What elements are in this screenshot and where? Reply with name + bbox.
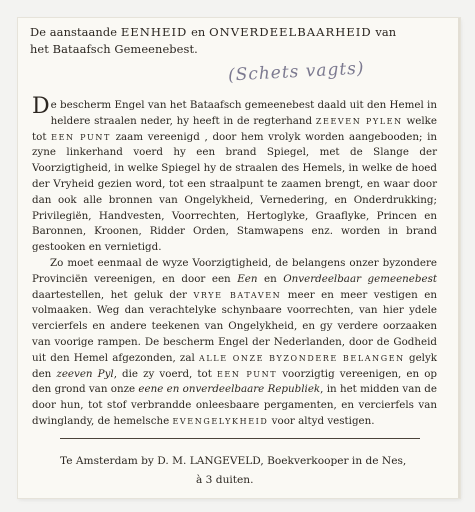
p2-text-4: meer en meer vestigen en volmaaken. Weg dan verachtelyke schynbaare voorrechten, van hier ydele vercierfels en andere teekenen van Ongelykheid, en gy verdere oorzaaken van voorige rampen. De bescherm Engel der Nederlanden, door de Godheid uit den Hemel afgezonden, zal — [32, 288, 437, 364]
p2-italic-4: eene en onverdeelbaare Republiek — [138, 383, 321, 396]
title-line2: het Bataafsch Gemeenebest. — [30, 42, 198, 56]
imprint-text-1: Te Amsterdam by D. M. — [60, 455, 190, 467]
p2-italic-3: zeeven Pyl — [56, 367, 114, 380]
p1-text-1: e bescherm Engel van het Bataafsch gemeenebest daald uit den Hemel in heldere straalen neder, hy heeft in de regterhand — [50, 99, 437, 127]
p2-text-2: en — [257, 272, 284, 285]
title-part1: De aanstaande — [30, 25, 121, 39]
document-body — [32, 94, 438, 430]
p1-spaced-2: EEN PUNT — [51, 132, 111, 142]
title-onverdeelbaarheid: ONVERDEELBAARHEID — [209, 25, 372, 39]
handwritten-note: (Schets vagts) — [227, 58, 366, 86]
p2-text-1: Zo moet eenmaal de wyze Voorzigtigheid, de belangens onzer byzondere Provinciën vereenigen, en door een — [32, 256, 437, 285]
paragraph-1 — [32, 94, 438, 256]
title-part2: en — [187, 25, 210, 39]
p2-text-3: daartestellen, het geluk der — [32, 288, 194, 301]
imprint-text-2: , Boekverkooper in de Nes, — [260, 455, 407, 467]
drop-cap: D — [32, 94, 50, 119]
p1-spaced-1: ZEEVEN PYLEN — [315, 116, 403, 126]
p2-text-9: voor altyd vestigen. — [268, 414, 375, 427]
document-title — [30, 24, 440, 58]
p2-italic-2: Onverdeelbaar gemeenebest — [283, 272, 437, 285]
p2-italic-1: Een — [237, 272, 258, 285]
p2-spaced-2: ALLE ONZE BYZONDERE BELANGEN — [199, 353, 405, 363]
p2-text-5: gelyk den — [32, 351, 438, 380]
divider-rule — [60, 438, 420, 439]
p2-text-8: , in het midden van de door hun, tot stof verbrandde onleesbaare pergamenten, en vercierfels van dwinglandy, de hemelsche — [32, 383, 437, 427]
title-eenheid: EENHEID — [120, 25, 188, 39]
paragraph-2 — [32, 256, 437, 430]
p1-text-2: welke tot — [32, 114, 437, 143]
imprint-line — [60, 454, 455, 469]
imprint-publisher: LANGEVELD — [189, 455, 261, 467]
p2-spaced-3: EEN PUNT — [216, 369, 278, 379]
price-line: à 3 duiten. — [196, 474, 254, 486]
p2-text-6: , die zy voerd, tot — [113, 367, 217, 380]
p2-spaced-1: VRYE BATAVEN — [193, 290, 282, 300]
title-part3: van — [371, 25, 397, 39]
p2-text-7: voorzigtig vereenigen, en op den grond van onze — [32, 367, 437, 396]
p2-spaced-4: EVENGELYKHEID — [172, 416, 269, 426]
p1-text-3: zaam vereenigd , door hem vrolyk worden aangebooden; in zyne linkerhand voerd hy een brand Spiegel, met de Slange der Voorzigtigheid, in welke Spiegel hy de straalen des Hemels, in welke de hoed der Vryheid gezien word, tot een straalpunt te zaamen brengt, en waar door dan ook alle bronnen van Ongelykheid, Vernedering, en Onderdrukking; Privilegiën, Handvesten, Voorrechten, Hertoglyke, Graaflyke, Princen en Baronnen, Kroonen, Ridder Orden, Stamwapens enz. worden in brand gestooken en vernietigd. — [32, 130, 438, 254]
